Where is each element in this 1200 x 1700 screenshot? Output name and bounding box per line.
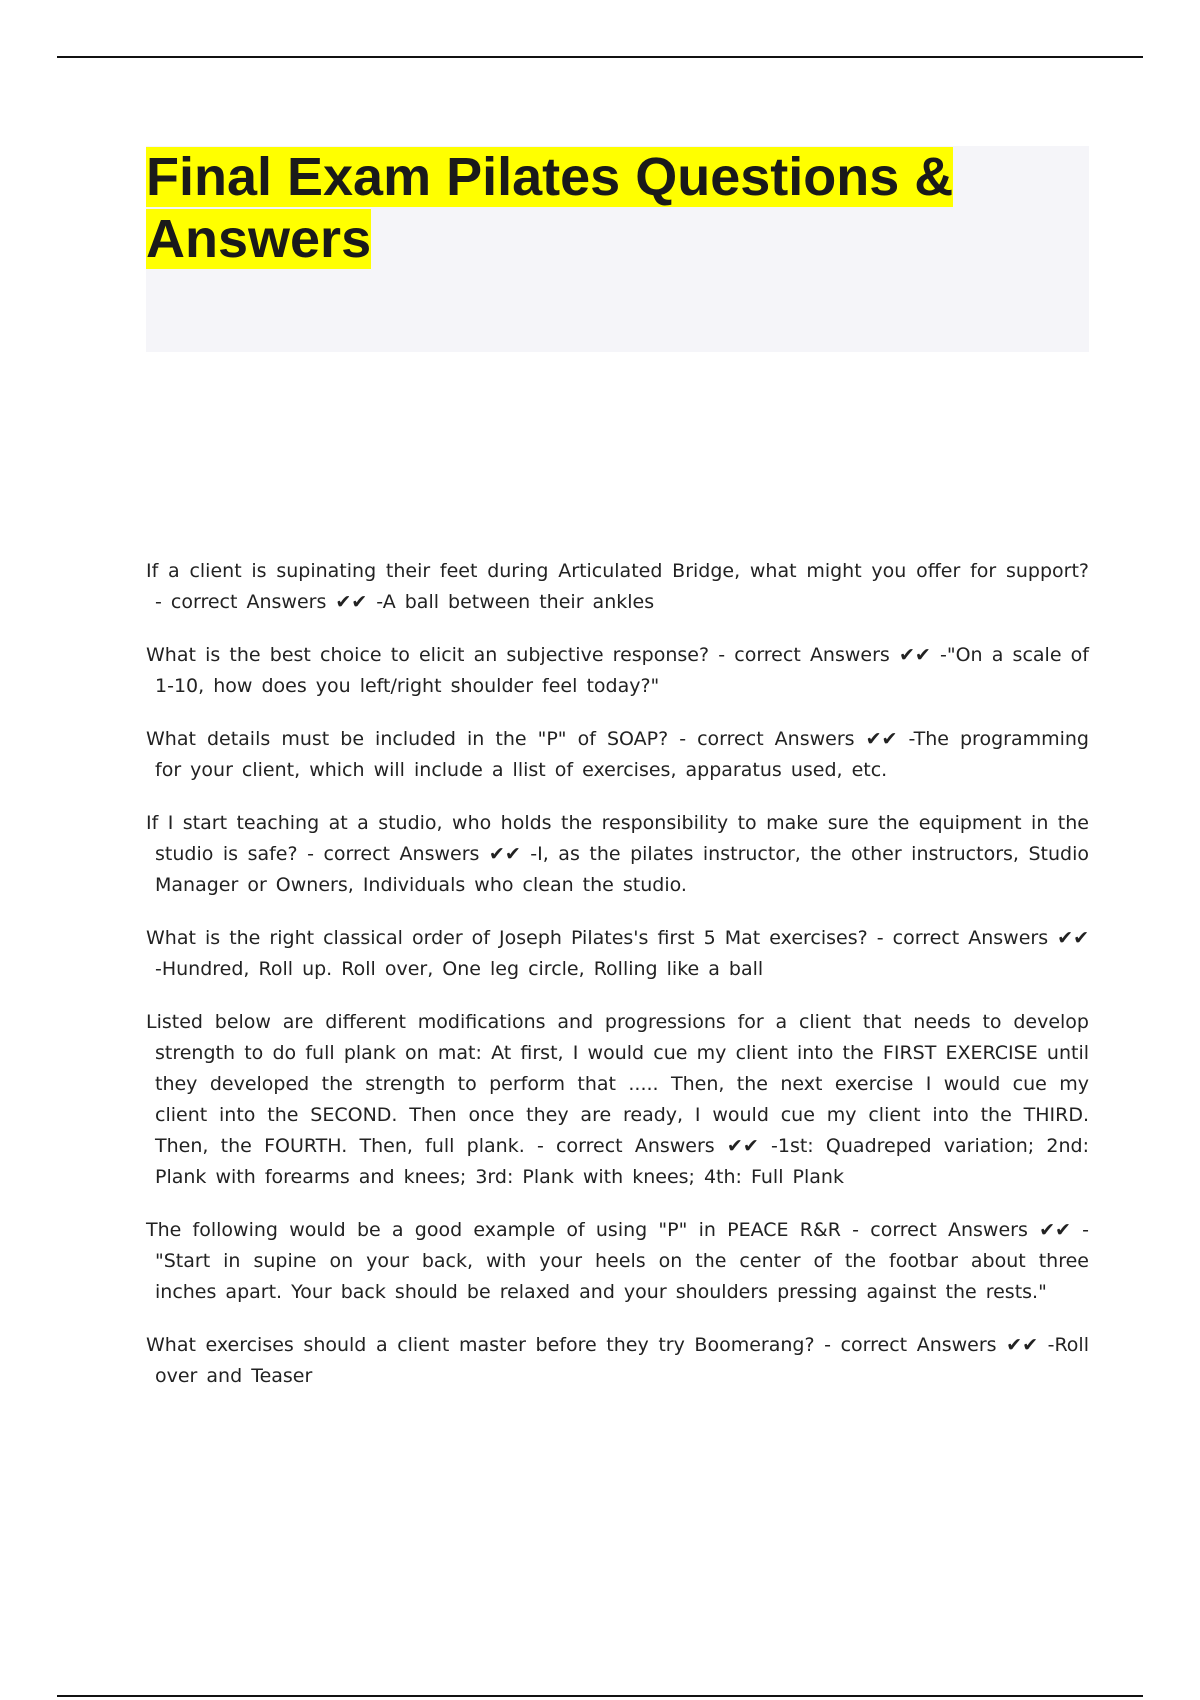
qa-item-2: What is the best choice to elicit an subjective response? - correct Answers ✔✔ -"On a scale of 1-10, how does you left/right shoulder feel today?" (146, 644, 1089, 697)
qa-list (146, 556, 1089, 1414)
footer-rule (57, 1695, 1143, 1697)
page-title-text: Final Exam Pilates Questions & Answers (146, 147, 954, 269)
qa-item-4: If I start teaching at a studio, who holds the responsibility to make sure the equipment in the studio is safe? - correct Answers ✔✔ -I, as the pilates instructor, the other instructors, Studio Manager or Owners, Individuals who clean the studio. (146, 812, 1089, 896)
qa-item-1: If a client is supinating their feet during Articulated Bridge, what might you offer for support? - correct Answers ✔✔ -A ball between their ankles (146, 560, 1089, 613)
title-block (146, 146, 1089, 352)
qa-item-7: The following would be a good example of using "P" in PEACE R&R - correct Answers ✔✔ -"Start in supine on your back, with your heels on the center of the footbar about three inches apart. Your back should be relaxed and your shoulders pressing against the rests." (146, 1219, 1089, 1303)
page-title (146, 146, 1006, 270)
qa-item-3: What details must be included in the "P" of SOAP? - correct Answers ✔✔ -The programming for your client, which will include a llist of exercises, apparatus used, etc. (146, 728, 1089, 781)
header-rule (57, 56, 1143, 58)
qa-item-5: What is the right classical order of Joseph Pilates's first 5 Mat exercises? - correct Answers ✔✔ -Hundred, Roll up. Roll over, One leg circle, Rolling like a ball (146, 927, 1089, 980)
qa-item-6: Listed below are different modifications and progressions for a client that needs to develop strength to do full plank on mat: At first, I would cue my client into the FIRST EXERCISE until they developed the strength to perform that ..... Then, the next exercise I would cue my client into the SECOND. Then once they are ready, I would cue my client into the THIRD. Then, the FOURTH. Then, full plank. - correct Answers ✔✔ -1st: Quadreped variation; 2nd: Plank with forearms and knees; 3rd: Plank with knees; 4th: Full Plank (146, 1011, 1089, 1188)
qa-item-8: What exercises should a client master before they try Boomerang? - correct Answers ✔✔ -Roll over and Teaser (146, 1334, 1089, 1387)
